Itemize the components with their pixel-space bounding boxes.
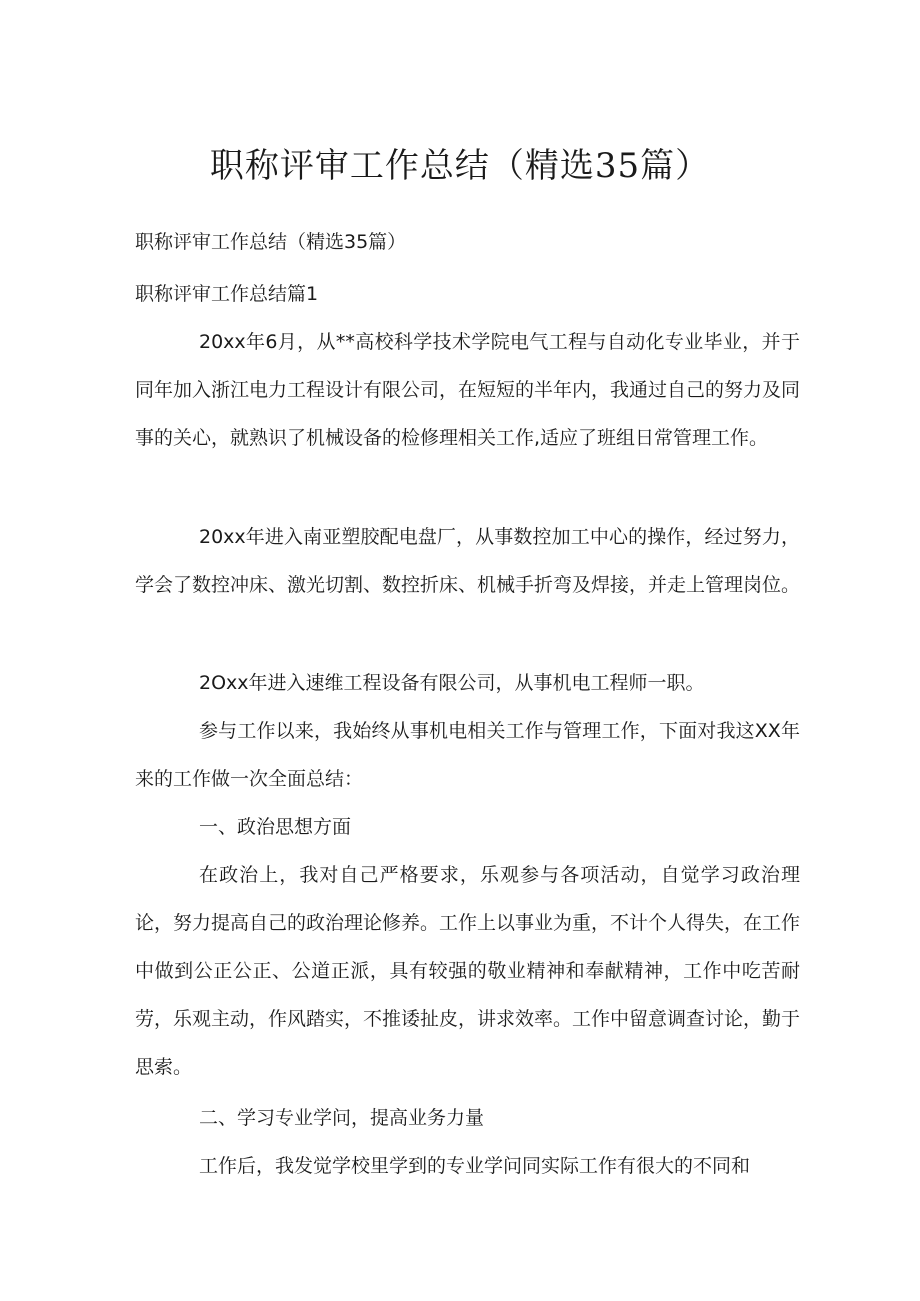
paragraph-1: 20xx年6月，从**高校科学技术学院电气工程与自动化专业毕业，并于同年加入浙江电力工程设计有限公司，在短短的半年内，我通过自己的努力及同事的关心，就熟识了机械设备的检修理相关工作,适应了班组日常管理工作。 [135, 331, 801, 449]
paragraph-study: 工作后，我发觉学校里学到的专业学问同实际工作有很大的不同和 [199, 1155, 751, 1177]
paragraph-3: 2Oxx年进入速维工程设备有限公司，从事机电工程师一职。 [199, 672, 705, 694]
heading-political: 一、政治思想方面 [199, 816, 352, 838]
section-heading: 职称评审工作总结篇1 [135, 283, 319, 305]
paragraph-4: 参与工作以来，我始终从事机电相关工作与管理工作，下面对我这XX年来的工作做一次全面总结： [135, 720, 800, 790]
heading-study: 二、学习专业学问，提高业务力量 [199, 1107, 485, 1129]
paragraph-2: 20xx年进入南亚塑胶配电盘厂，从事数控加工中心的操作，经过努力，学会了数控冲床、激光切割、数控折床、机械手折弯及焊接，并走上管理岗位。 [135, 526, 801, 596]
document-title: 职称评审工作总结（精选35篇） [209, 146, 711, 186]
paragraph-political: 在政治上，我对自己严格要求，乐观参与各项活动，自觉学习政治理论，努力提高自己的政治理论修养。工作上以事业为重，不计个人得失，在工作中做到公正公正、公道正派，具有较强的敬业精神和奉献精神，工作中吃苦耐劳，乐观主动，作风踏实，不推诿扯皮，讲求效率。工作中留意调查讨论，勤于思索。 [135, 864, 801, 1078]
document-subtitle: 职称评审工作总结（精选35篇） [135, 231, 407, 253]
